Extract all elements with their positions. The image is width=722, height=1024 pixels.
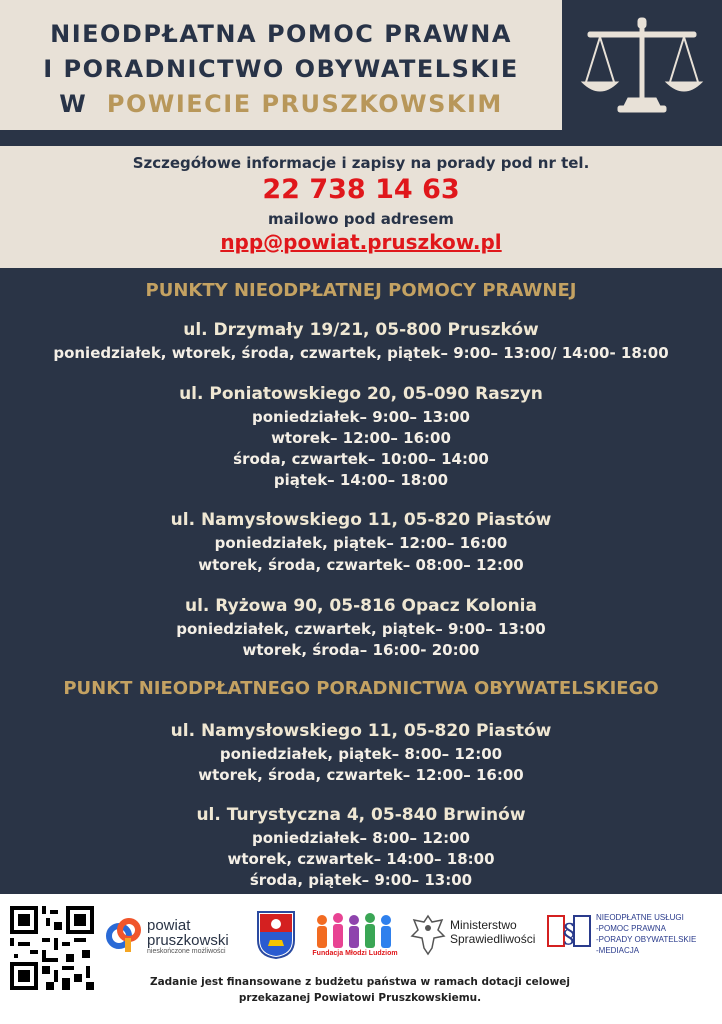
contact-intro: Szczegółowe informacje i zapisy na porady pod nr tel.: [132, 154, 590, 172]
title-line-2: I PORADNICTWO OBYWATELSKIE: [43, 55, 519, 83]
legal-aid-hours-1-1: poniedziałek, wtorek, środa, czwartek, piątek– 9:00– 13:00/ 14:00- 18:00: [53, 344, 669, 362]
legal-aid-hours-4-1: poniedziałek, czwartek, piątek– 9:00– 13:00: [176, 620, 546, 638]
funding-line-2: przekazanej Powiatowi Pruszkowskiemu.: [238, 992, 482, 1004]
powiat-logo-icon: [105, 916, 145, 956]
nieodplatne-uslugi-text: [596, 912, 696, 956]
phone-number[interactable]: 22 738 14 63: [262, 174, 460, 205]
civic-address-2: ul. Turystyczna 4, 05-840 Brwinów: [196, 805, 526, 825]
powiat-line-1: powiat: [147, 917, 191, 934]
legal-aid-hours-3-1: poniedziałek, piątek– 12:00– 16:00: [214, 534, 508, 552]
civic-hours-1-1: poniedziałek, piątek– 8:00– 12:00: [219, 745, 503, 763]
funding-note: [90, 974, 630, 1006]
scales-of-justice-icon: [580, 14, 704, 118]
civic-hours-2-3: środa, piątek– 9:00– 13:00: [249, 871, 473, 889]
legal-aid-title: PUNKTY NIEODPŁATNEJ POMOCY PRAWNEJ: [145, 280, 577, 301]
nu-item-1: -POMOC PRAWNA: [596, 924, 666, 933]
footer: [0, 894, 722, 1024]
civic-hours-1-2: wtorek, środa, czwartek– 12:00– 16:00: [198, 766, 524, 784]
people-figures-icon: [310, 912, 400, 950]
legal-aid-address-3: ul. Namysłowskiego 11, 05-820 Piastów: [170, 510, 552, 530]
civic-hours-2-1: poniedziałek– 8:00– 12:00: [252, 829, 470, 847]
legal-aid-hours-3-2: wtorek, środa, czwartek– 08:00– 12:00: [198, 556, 524, 574]
nu-title: NIEODPŁATNE USŁUGI: [596, 913, 684, 922]
legal-aid-hours-2-2: wtorek– 12:00– 16:00: [271, 429, 451, 447]
contact-box: [0, 146, 722, 268]
powiat-tagline: nieskończone możliwości: [147, 948, 226, 955]
ministry-line-1: Ministerstwo: [450, 918, 517, 932]
legal-aid-address-2: ul. Poniatowskiego 20, 05-090 Raszyn: [179, 384, 543, 404]
email-intro: mailowo pod adresem: [268, 210, 454, 228]
powiat-line-2: pruszkowski: [147, 932, 229, 949]
nu-item-2: -PORADY OBYWATELSKIE: [596, 935, 697, 944]
title-line-3-highlight: POWIECIE PRUSZKOWSKIM: [106, 90, 503, 118]
legal-aid-hours-2-3: środa, czwartek– 10:00– 14:00: [233, 450, 489, 468]
ministry-line-2: Sprawiedliwości: [450, 932, 536, 946]
title-line-3-prefix: W: [59, 90, 88, 118]
legal-aid-hours-2-1: poniedziałek– 9:00– 13:00: [252, 408, 470, 426]
title-line-3: [0, 90, 562, 118]
eagle-emblem-icon: [410, 912, 446, 956]
legal-aid-address-4: ul. Ryżowa 90, 05-816 Opacz Kolonia: [185, 596, 537, 616]
header: [0, 0, 722, 130]
fundacja-logo: [310, 912, 400, 962]
legal-aid-address-1: ul. Drzymały 19/21, 05-800 Pruszków: [183, 320, 539, 340]
email-link[interactable]: npp@powiat.pruszkow.pl: [220, 230, 502, 254]
civic-advice-title: PUNKT NIEODPŁATNEGO PORADNICTWA OBYWATELSKIEGO: [63, 678, 659, 699]
ministry-text: [450, 918, 535, 946]
powiat-logo-text: [147, 918, 229, 948]
svg-text:§: §: [562, 919, 576, 949]
civic-hours-2-2: wtorek, czwartek– 14:00– 18:00: [227, 850, 495, 868]
legal-aid-hours-4-2: wtorek, środa– 16:00- 20:00: [242, 641, 480, 659]
fundacja-text: Fundacja Młodzi Ludziom: [312, 950, 398, 957]
civic-address-1: ul. Namysłowskiego 11, 05-820 Piastów: [170, 721, 552, 741]
nu-item-3: -MEDIACJA: [596, 946, 640, 955]
legal-aid-hours-2-4: piątek– 14:00– 18:00: [273, 471, 449, 489]
nieodplatne-uslugi-logo: [546, 910, 716, 970]
qr-code-icon[interactable]: [10, 906, 94, 990]
funding-line-1: Zadanie jest finansowane z budżetu państwa w ramach dotacji celowej: [149, 976, 571, 988]
title-line-1: NIEODPŁATNA POMOC PRAWNA: [50, 20, 512, 48]
powiat-pruszkowski-logo: [105, 916, 245, 960]
section-paragraph-icon: [546, 910, 592, 956]
schedule-section: [0, 268, 722, 894]
ministry-logo: [410, 912, 540, 962]
header-title-box: [0, 0, 562, 130]
coat-of-arms-icon: [256, 910, 296, 960]
